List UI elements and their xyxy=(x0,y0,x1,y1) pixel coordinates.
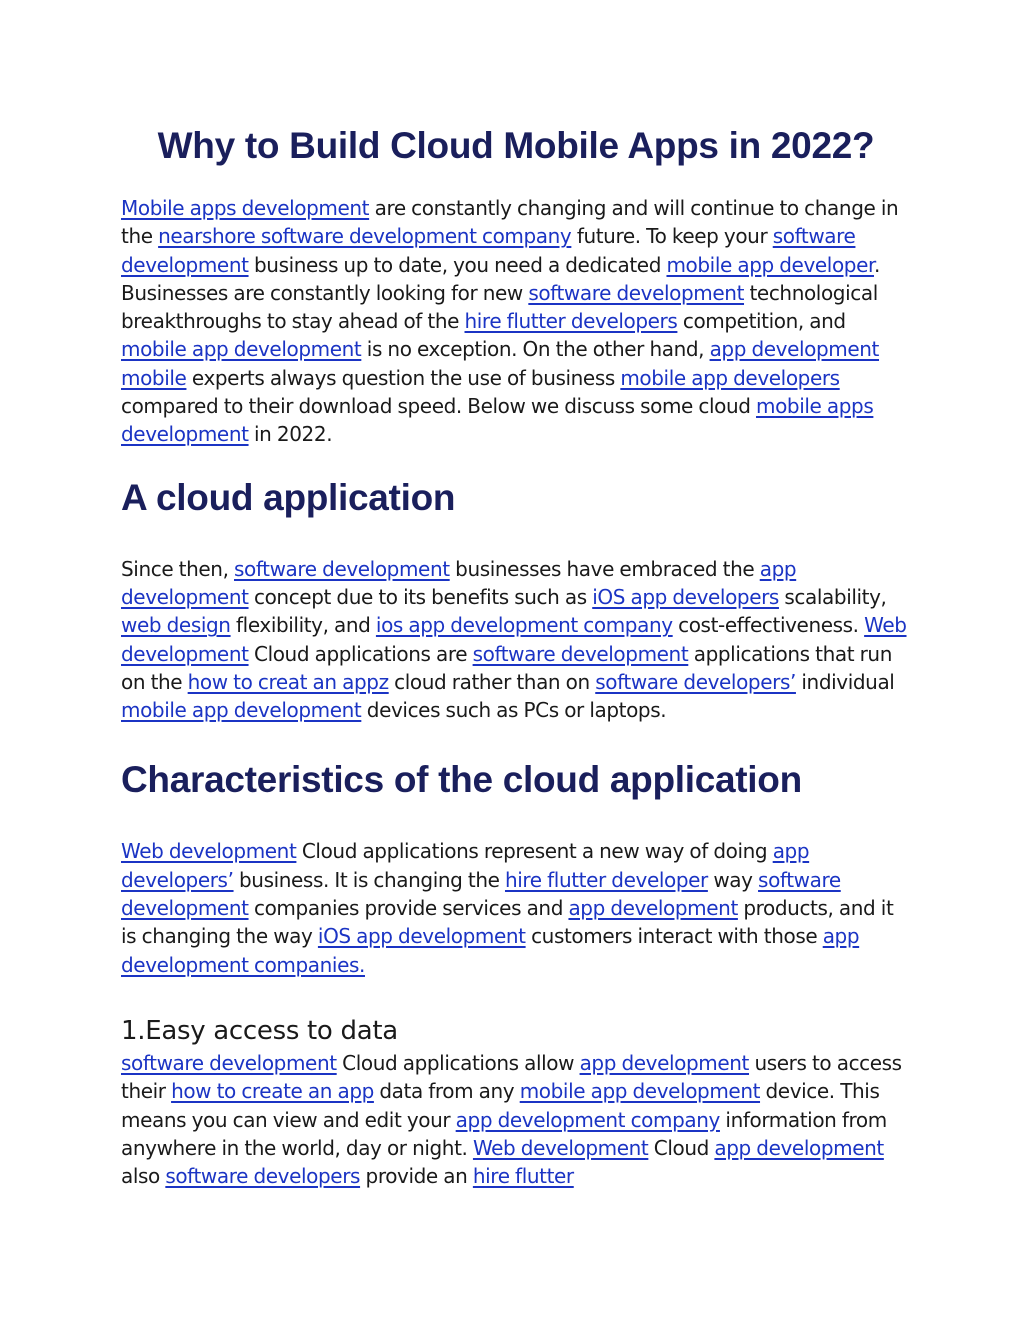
section-heading-characteristics: Characteristics of the cloud application xyxy=(121,759,802,801)
inline-link[interactable]: how to create an app xyxy=(171,1079,374,1104)
body-text: flexibility, and xyxy=(230,613,376,638)
inline-link[interactable]: software development xyxy=(234,556,450,581)
inline-link[interactable]: web design xyxy=(121,613,231,638)
inline-link[interactable]: iOS app developers xyxy=(592,584,779,609)
body-text: device. This means you can view and edit your xyxy=(121,1079,880,1132)
inline-link[interactable]: app development mobile xyxy=(121,337,880,390)
inline-link[interactable]: mobile app development xyxy=(519,1079,761,1104)
body-text: Cloud applications are xyxy=(248,641,473,666)
body-text: future. To keep your xyxy=(571,224,773,249)
inline-link[interactable]: mobile app development xyxy=(121,337,362,362)
inline-link[interactable]: app developers’ xyxy=(121,839,810,892)
body-text: are constantly changing and will continue to change in the xyxy=(121,196,899,249)
body-text: products, and it is changing the way xyxy=(121,896,894,949)
body-text: compared to their download speed. Below we discuss some cloud xyxy=(121,394,757,419)
body-text: technological breakthroughs to stay ahead of the xyxy=(121,280,878,334)
inline-link[interactable]: software development xyxy=(528,280,745,305)
body-text: applications that run on the xyxy=(121,641,892,694)
body-text: cloud rather than on xyxy=(388,669,596,694)
inline-link[interactable]: software development xyxy=(121,224,856,277)
body-text: companies provide services and xyxy=(248,896,569,921)
body-text: Since then, xyxy=(121,556,234,581)
inline-link[interactable]: hire flutter developers xyxy=(464,309,678,334)
body-text: business. It is changing the xyxy=(233,867,505,892)
inline-link[interactable]: mobile app developer xyxy=(666,252,874,277)
document-content xyxy=(121,118,911,1190)
body-text: users to access their xyxy=(121,1050,902,1104)
body-text: data from any xyxy=(373,1079,520,1104)
body-text: provide an xyxy=(360,1164,473,1189)
inline-link[interactable]: hire flutter developer xyxy=(504,867,708,892)
body-text: is no exception. On the other hand, xyxy=(361,337,710,362)
body-text: experts always question the use of business xyxy=(186,365,621,390)
inline-link[interactable]: software developers’ xyxy=(595,669,796,694)
inline-link[interactable]: iOS app development xyxy=(317,924,526,949)
inline-link[interactable]: ios app development company xyxy=(375,613,673,638)
page-title: Why to Build Cloud Mobile Apps in 2022? xyxy=(157,125,875,166)
inline-link[interactable]: nearshore software development company xyxy=(158,224,572,249)
inline-link[interactable]: software developers xyxy=(165,1164,361,1189)
inline-link[interactable]: mobile app developers xyxy=(620,365,840,390)
cloud-application-paragraph xyxy=(121,555,911,725)
characteristics-paragraph xyxy=(121,837,911,978)
inline-link[interactable]: app development xyxy=(568,896,738,921)
inline-link[interactable]: hire flutter xyxy=(472,1164,574,1189)
body-text: Cloud applications represent a new way of doing xyxy=(296,839,773,864)
inline-link[interactable]: software development xyxy=(121,1050,337,1075)
body-text: concept due to its benefits such as xyxy=(248,584,593,609)
inline-link[interactable]: software development xyxy=(121,867,841,921)
body-text: Cloud xyxy=(648,1135,715,1160)
body-text: way xyxy=(707,867,759,892)
inline-link[interactable]: app development company xyxy=(455,1107,720,1132)
inline-link[interactable]: software development xyxy=(472,641,689,666)
inline-link[interactable]: app development companies. xyxy=(121,924,860,977)
body-text: competition, and xyxy=(677,309,846,334)
inline-link[interactable]: Web development xyxy=(121,839,297,864)
inline-link[interactable]: app development xyxy=(579,1050,750,1075)
body-text: information from anywhere in the world, day or night. xyxy=(121,1107,887,1160)
body-text: scalability, xyxy=(778,584,887,609)
easy-access-paragraph xyxy=(121,1049,911,1190)
inline-link[interactable]: app development xyxy=(714,1135,884,1160)
inline-link[interactable]: how to creat an appz xyxy=(187,669,389,694)
body-text: business up to date, you need a dedicated xyxy=(248,252,667,277)
inline-link[interactable]: app development xyxy=(121,556,797,609)
body-text: also xyxy=(121,1164,166,1189)
intro-paragraph xyxy=(121,194,911,449)
section-heading-cloud-application: A cloud application xyxy=(121,476,456,518)
inline-link[interactable]: Mobile apps development xyxy=(121,196,370,220)
inline-link[interactable]: Web development xyxy=(121,613,907,666)
body-text: individual xyxy=(795,669,895,694)
body-text: cost-effectiveness. xyxy=(672,613,865,638)
body-text: businesses have embraced the xyxy=(449,556,760,581)
inline-link[interactable]: mobile app development xyxy=(121,698,362,723)
inline-link[interactable]: Web development xyxy=(472,1135,649,1160)
inline-link[interactable]: mobile apps development xyxy=(121,394,874,447)
body-text: customers interact with those xyxy=(525,924,823,949)
body-text: Cloud applications allow xyxy=(336,1050,580,1075)
body-text: devices such as PCs or laptops. xyxy=(361,698,667,723)
body-text: in 2022. xyxy=(248,422,333,447)
subheading-easy-access: 1.Easy access to data xyxy=(121,1015,398,1046)
body-text: . Businesses are constantly looking for new xyxy=(121,252,880,305)
